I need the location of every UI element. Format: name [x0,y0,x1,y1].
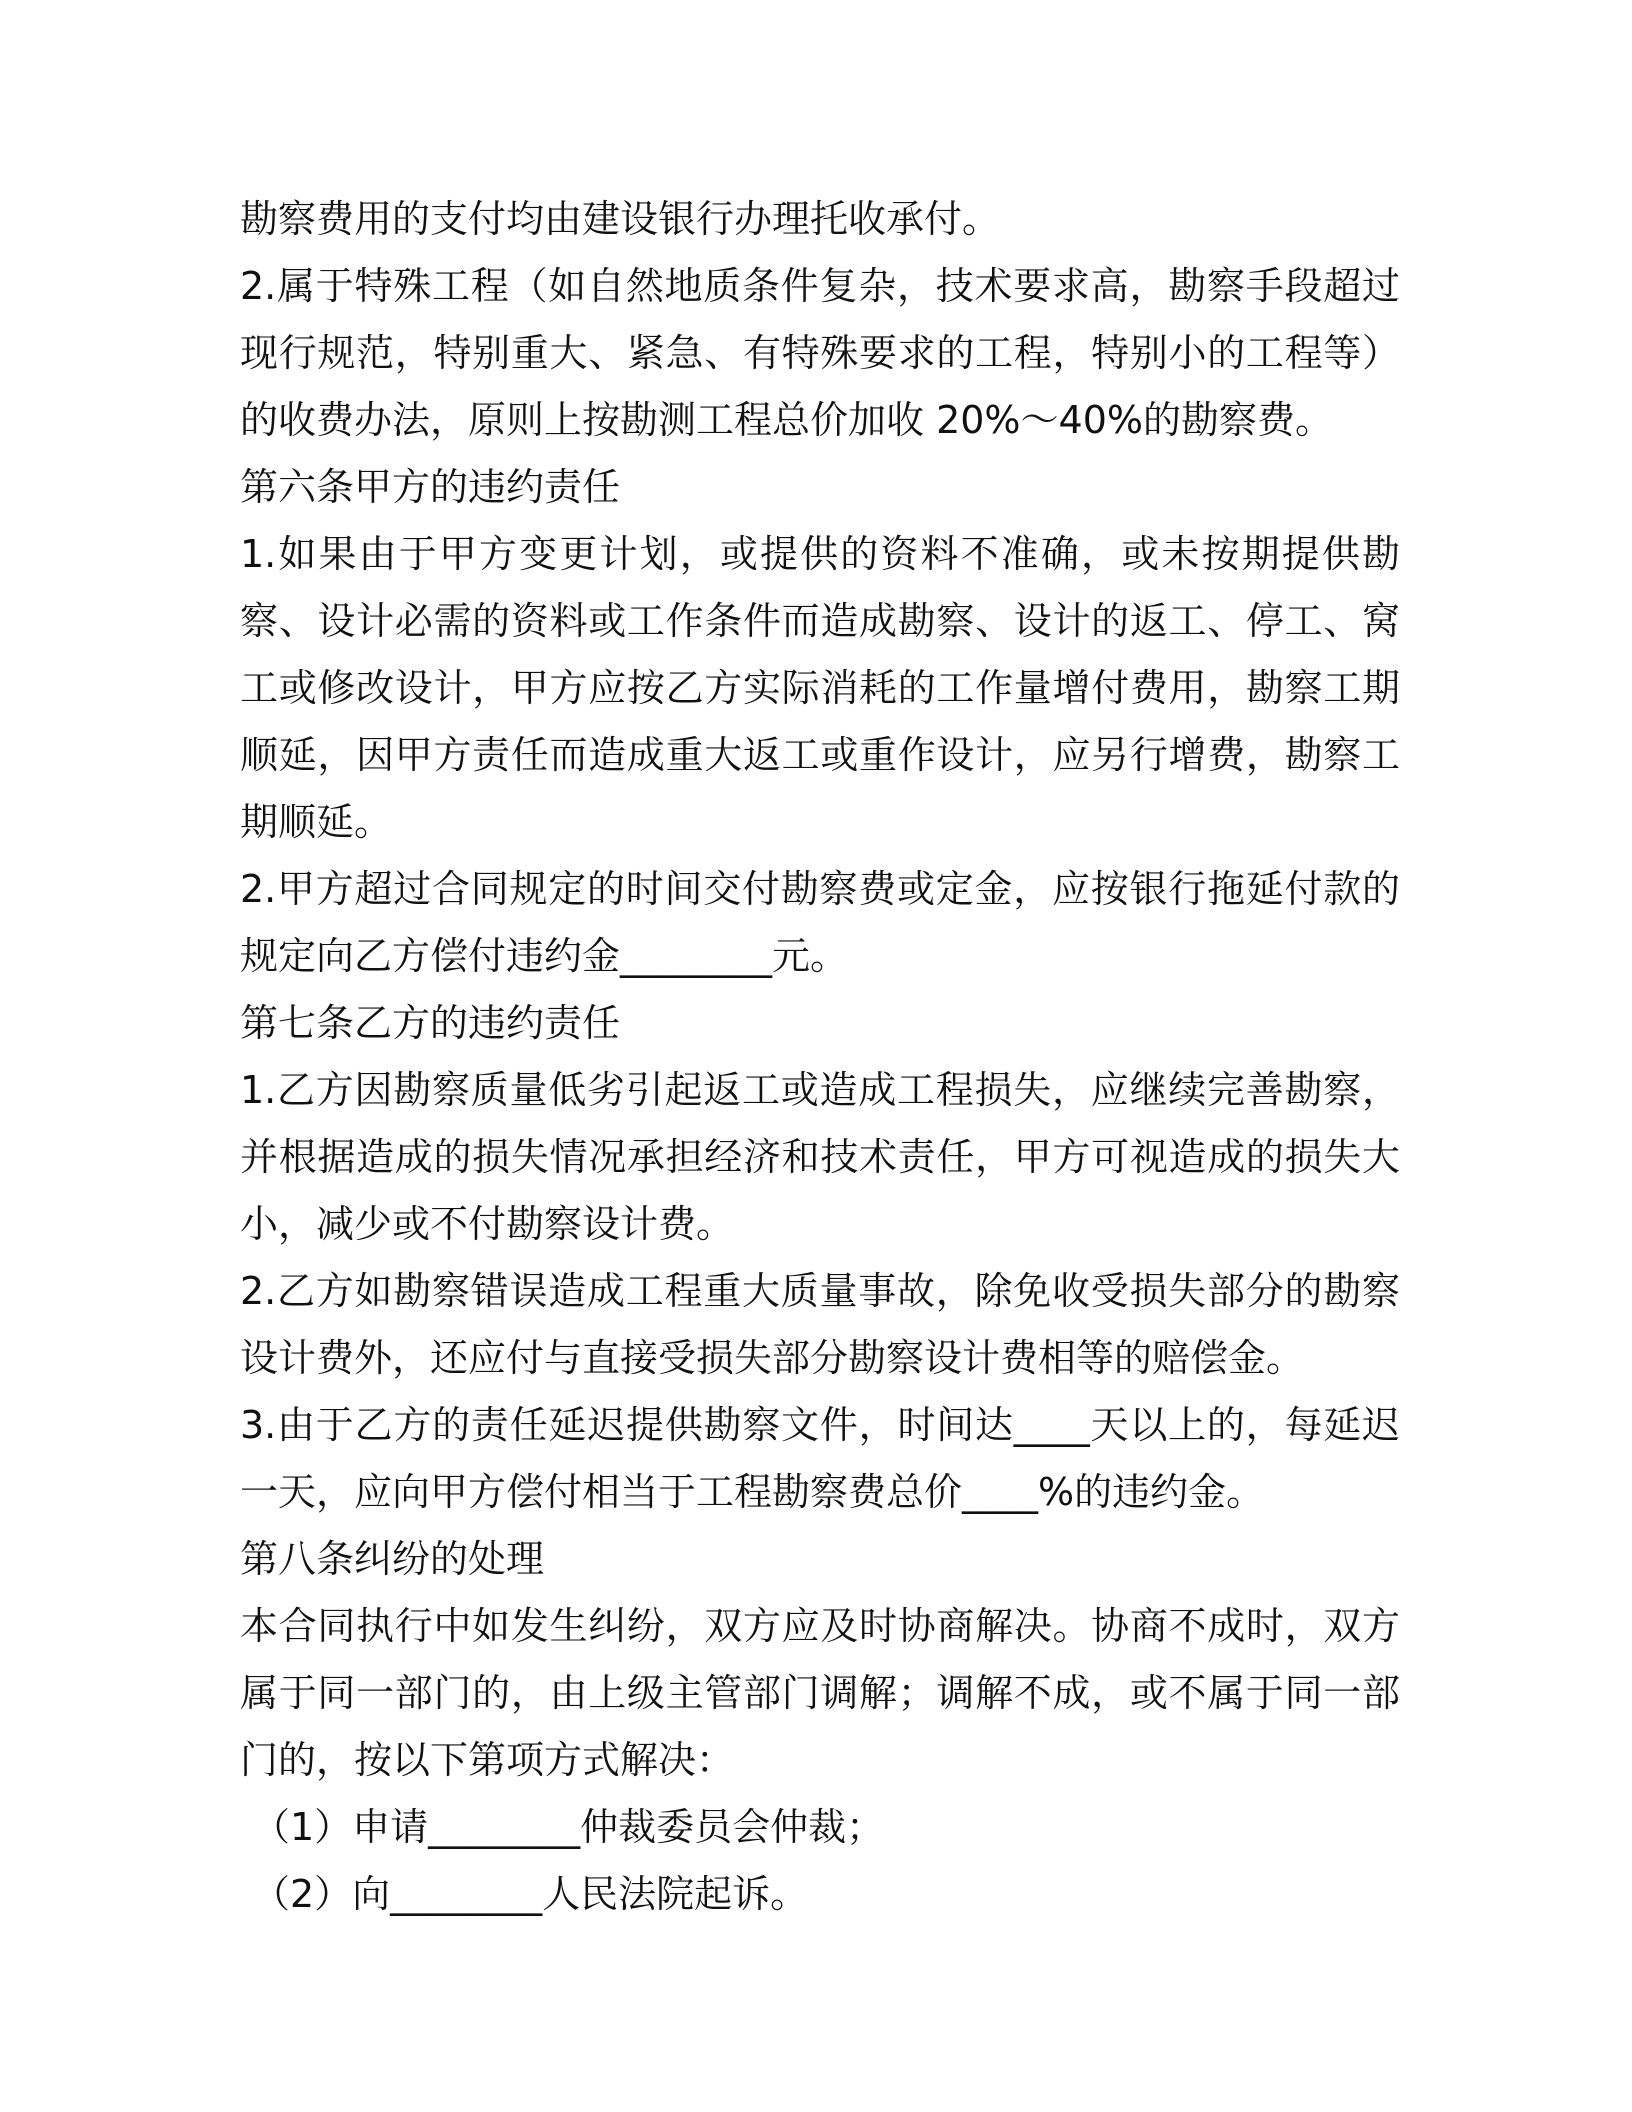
article-6-heading: 第六条甲方的违约责任 [240,465,621,509]
article-6-clause-2: 2.甲方超过合同规定的时间交付勘察费或定金，应按银行拖延付款的规定向乙方偿付违约金________元。 [240,867,1400,978]
article-7-clause-1: 1.乙方因勘察质量低劣引起返工或造成工程损失，应继续完善勘察，并根据造成的损失情况承担经济和技术责任，甲方可视造成的损失大小，减少或不付勘察设计费。 [240,1068,1400,1246]
article-7-heading: 第七条乙方的违约责任 [240,1001,621,1045]
article-8-heading: 第八条纠纷的处理 [240,1537,545,1581]
article-6-clause-1: 1.如果由于甲方变更计划，或提供的资料不准确，或未按期提供勘察、设计必需的资料或工作条件而造成勘察、设计的返工、停工、窝工或修改设计，甲方应按乙方实际消耗的工作量增付费用，勘察工期顺延，因甲方责任而造成重大返工或重作设计，应另行增费，勘察工期顺延。 [240,532,1400,844]
special-project-clause: 2.属于特殊工程（如自然地质条件复杂，技术要求高，勘察手段超过现行规范，特别重大、紧急、有特殊要求的工程，特别小的工程等）的收费办法，原则上按勘测工程总价加收 20%～40%的勘察费。 [240,264,1400,442]
dispute-option-1: （1）申请________仲裁委员会仲裁； [252,1805,885,1849]
article-7-clause-3: 3.由于乙方的责任延迟提供勘察文件，时间达____天以上的，每延迟一天，应向甲方偿付相当于工程勘察费总价____%的违约金。 [240,1403,1400,1514]
document-body [240,186,1400,1928]
article-7-clause-2: 2.乙方如勘察错误造成工程重大质量事故，除免收受损失部分的勘察设计费外，还应付与直接受损失部分勘察设计费相等的赔偿金。 [240,1269,1400,1380]
payment-method-text: 勘察费用的支付均由建设银行办理托收承付。 [240,197,1001,241]
article-8-text: 本合同执行中如发生纠纷，双方应及时协商解决。协商不成时，双方属于同一部门的，由上级主管部门调解；调解不成，或不属于同一部门的，按以下第项方式解决： [240,1604,1400,1782]
dispute-option-2: （2）向________人民法院起诉。 [252,1872,809,1916]
